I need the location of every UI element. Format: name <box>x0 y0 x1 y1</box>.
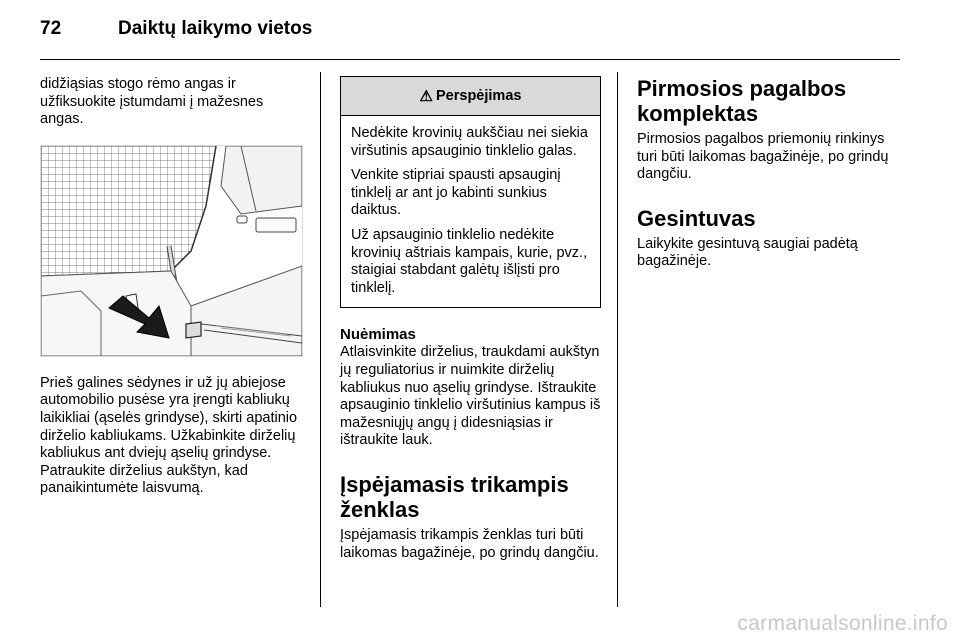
cargo-net-illustration <box>41 146 302 356</box>
header-divider <box>40 59 900 60</box>
warning-title: Perspėjimas <box>436 88 522 104</box>
column-divider-2 <box>617 72 618 607</box>
warning-triangle-heading: Įspėjamasis trikampis ženklas <box>340 471 569 522</box>
warning-paragraph: Už apsauginio tinklelio nedėkite krovinių aštriais kampais, kurie, pvz., staigiai stabdant galėtų išlįsti pro tinklelį. <box>351 226 588 296</box>
first-aid-heading: Pirmosios pagalbos komplektas <box>637 76 847 126</box>
warning-paragraph: Nedėkite krovinių aukščiau nei siekia viršutinis apsauginio tinklelio galas. <box>351 125 588 159</box>
warning-header <box>341 77 600 116</box>
page-header <box>40 18 900 48</box>
removal-paragraph: Atlaisvinkite dirželius, traukdami aukštyn jų reguliatorius ir nuimkite dirželių kabliukus nuo ąselių grindyse. Ištraukite apsauginio tinklelio viršutinius kampus iš mažesniųjų angų į didesniąsias ir ištraukite lauk. <box>340 344 601 449</box>
extinguisher-heading: Gesintuvas <box>637 205 756 231</box>
cargo-net-figure <box>40 145 303 357</box>
warning-box <box>340 76 601 308</box>
warning-triangle-icon: ⚠ <box>419 88 433 105</box>
removal-heading: Nuėmimas <box>340 326 416 344</box>
watermark: carmanualsonline.info <box>737 612 948 635</box>
page-title: Daiktų laikymo vietos <box>118 18 313 39</box>
warning-body <box>341 116 600 307</box>
column-3 <box>637 76 907 271</box>
intro-paragraph: didžiąsias stogo rėmo angas ir užfiksuokite įstumdami į mažesnes angas. <box>40 76 264 128</box>
page-number: 72 <box>40 18 62 39</box>
mounting-paragraph: Prieš galines sėdynes ir už jų abiejose automobilio pusėse yra įrengti kabliukų laikikliai (ąselės grindyse), skirti apatinio dirželio kabliukams. Užkabinkite dirželių kabliukus ant dviejų ąselių grindyse. Patraukite dirželius aukštyn, kad panaikintumėte laisvumą. <box>40 374 298 497</box>
warning-triangle-paragraph: Įspėjamasis trikampis ženklas turi būti laikomas bagažinėje, po grindų dangčiu. <box>340 526 599 561</box>
warning-paragraph: Venkite stipriai spausti apsauginį tinklelį ar ant jo kabinti sunkius daiktus. <box>351 167 561 219</box>
column-1 <box>40 76 305 498</box>
extinguisher-paragraph: Laikykite gesintuvą saugiai padėtą bagažinėje. <box>637 235 858 270</box>
column-2 <box>340 76 602 562</box>
column-divider-1 <box>320 72 321 607</box>
first-aid-paragraph: Pirmosios pagalbos priemonių rinkinys turi būti laikomas bagažinėje, po grindų dangčiu. <box>637 131 889 183</box>
